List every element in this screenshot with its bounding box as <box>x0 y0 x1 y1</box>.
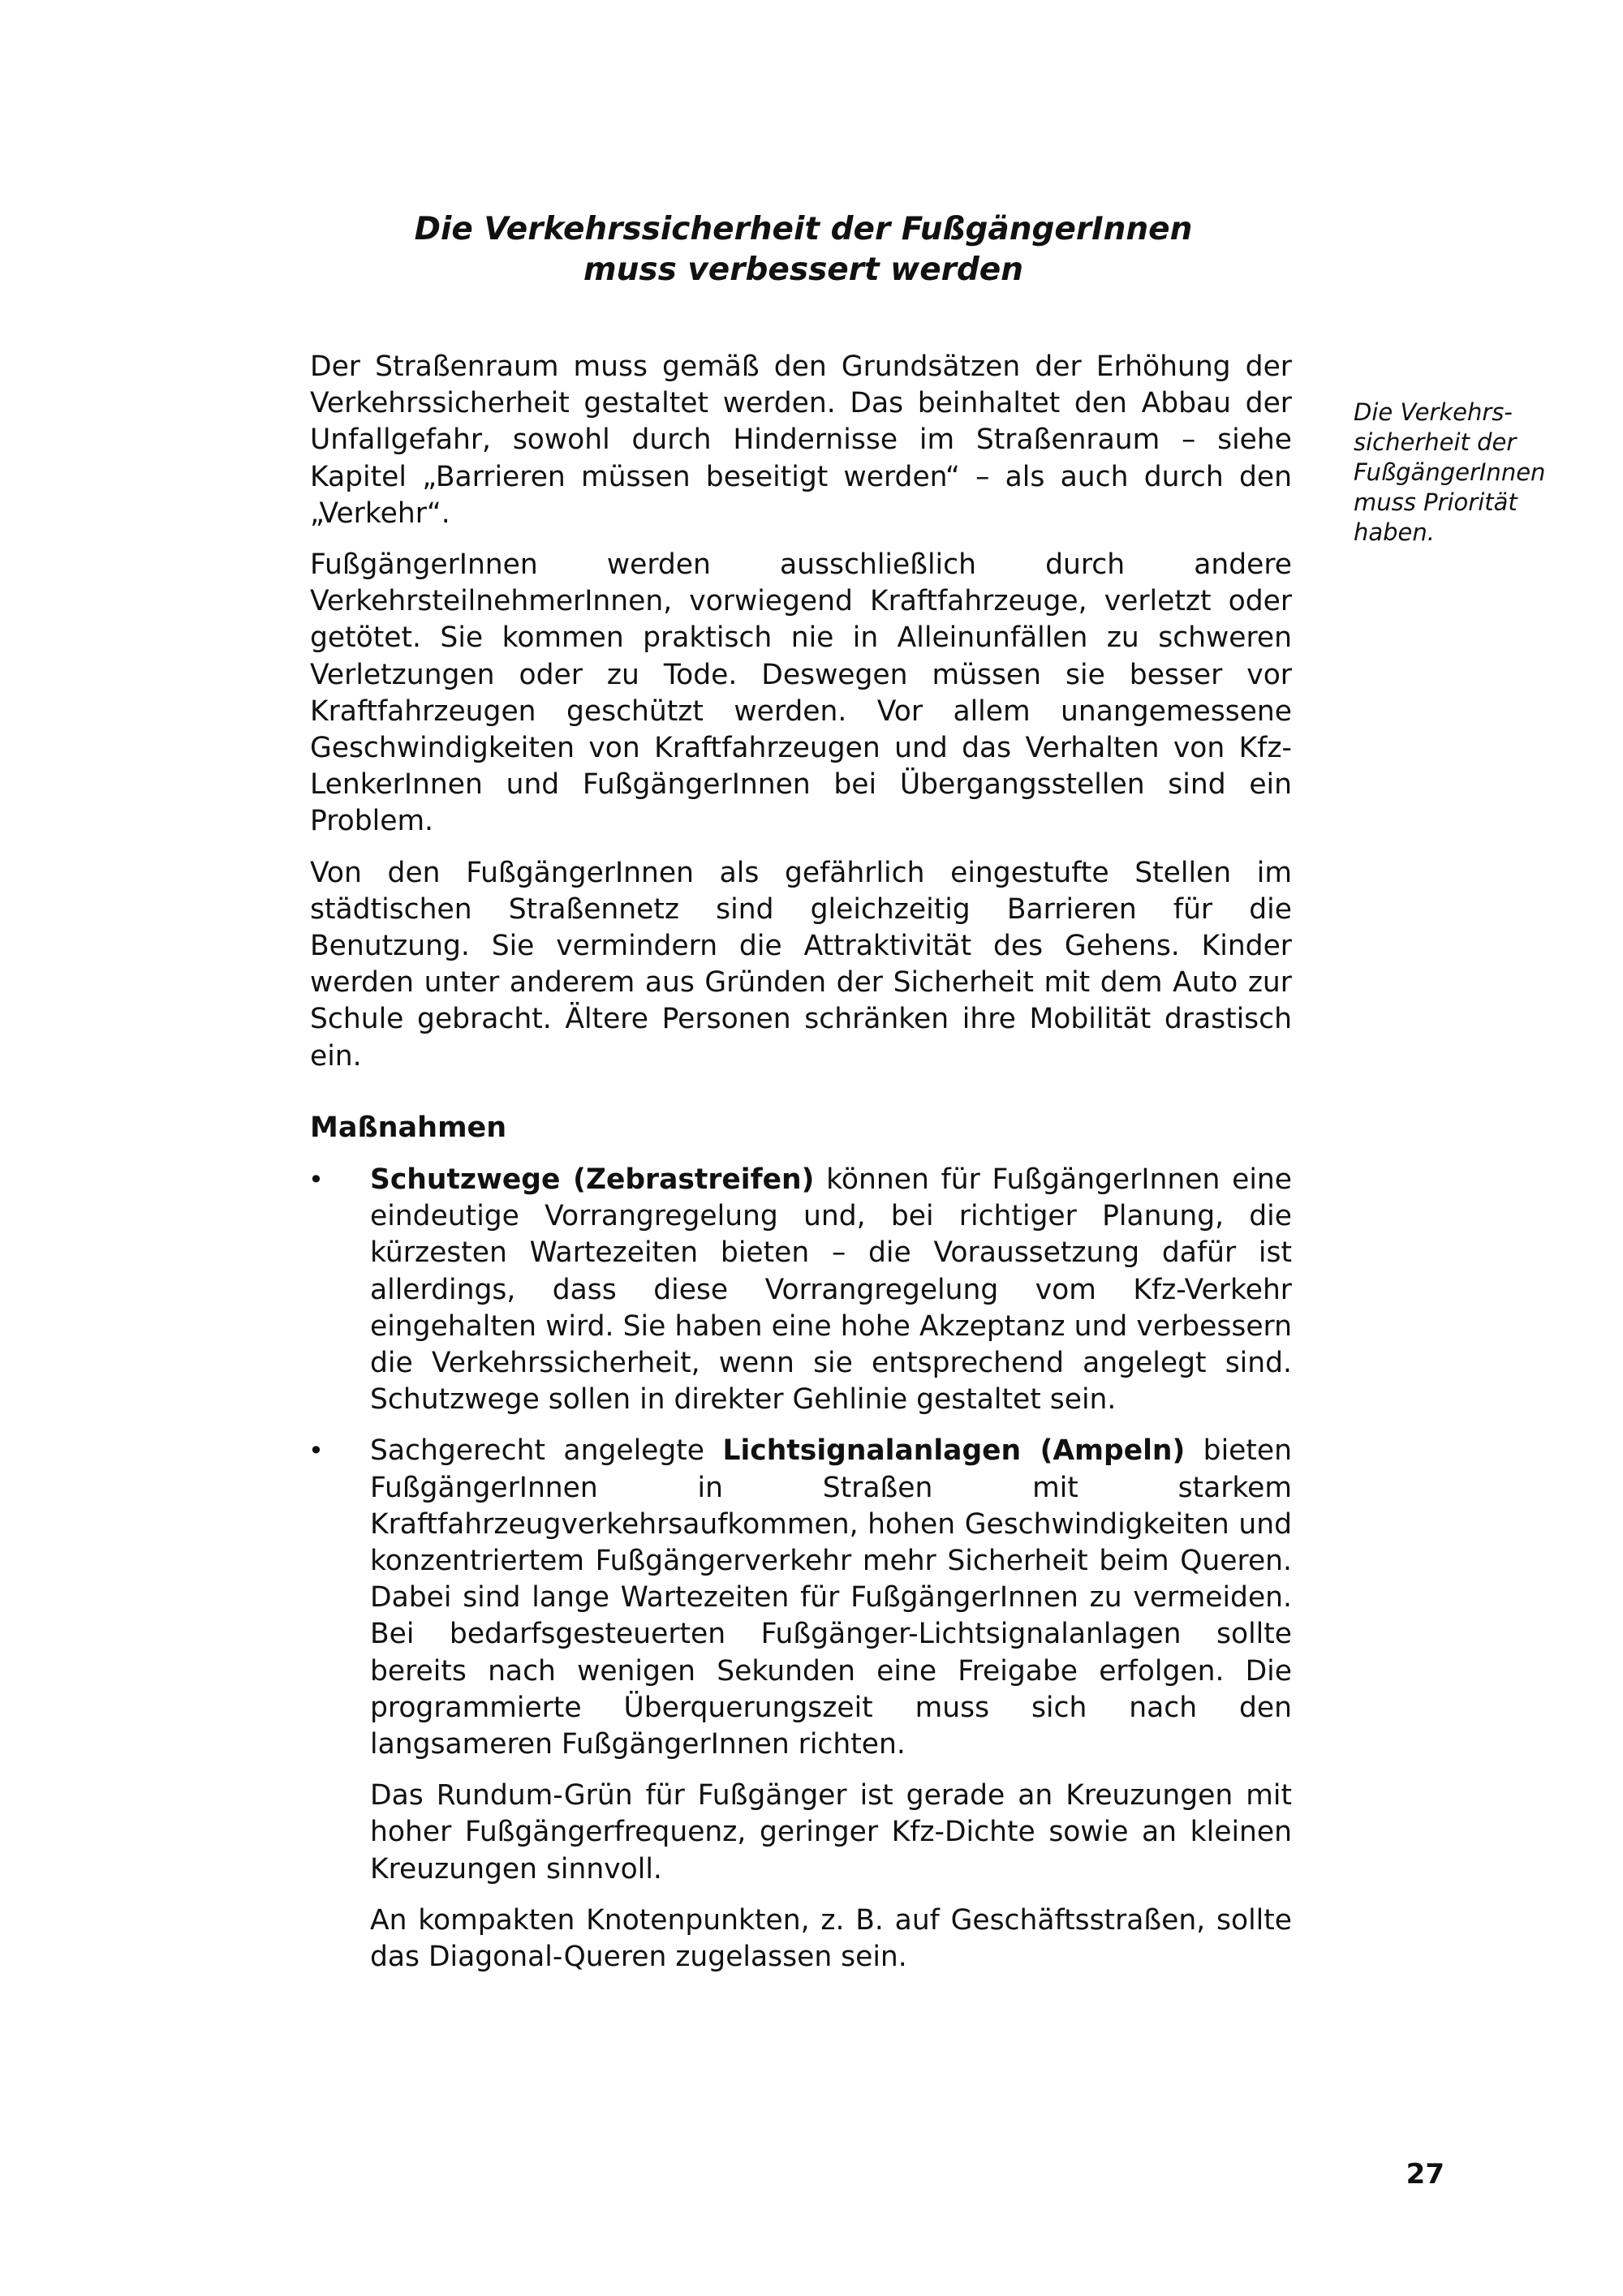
paragraph-1: Der Straßenraum muss gemäß den Grundsätzen der Erhöhung der Verkehrssicherheit gestaltet werden. Das beinhaltet den Abbau der Unfallgefahr, sowohl durch Hindernisse im Straßenraum – siehe Kapitel „Barrieren müssen beseitigt werden“ – als auch durch den „Verkehr“. <box>310 350 1292 530</box>
margin-note <box>1354 398 1573 548</box>
bullet-bold-term: Schutzwege (Zebrastreifen) <box>370 1163 815 1196</box>
bullet-body: können für FußgängerInnen eine eindeutige Vorrangregelung und, bei richtiger Planung, die kürzesten Wartezeiten bieten – die Voraussetzung dafür ist allerdings, dass diese Vorrangregelung vom Kfz-Verkehr eingehalten wird. Sie haben eine hohe Akzeptanz und verbessern die Verkehrssicherheit, wenn sie entsprechend angelegt sind. Schutzwege sollen in direkter Gehlinie gestaltet sein. <box>370 1163 1292 1417</box>
bullet-icon: • <box>308 1435 324 1467</box>
page-title <box>308 209 1298 290</box>
bullet-item-schutzwege <box>308 1162 1292 1418</box>
margin-note-line: sicherheit der <box>1354 428 1517 456</box>
bullet-extra-paragraph-1: Das Rundum-Grün für Fußgänger ist gerade an Kreuzungen mit hoher Fußgängerfrequenz, geringer Kfz-Dichte sowie an kleinen Kreuzungen sinnvoll. <box>370 1779 1292 1885</box>
bullet-bold-term: Lichtsignalanlagen (Ampeln) <box>722 1434 1186 1468</box>
bullet-item-lichtsignalanlagen <box>308 1433 1292 1976</box>
title-line-1: Die Verkehrssicherheit der FußgängerInnen <box>414 211 1193 247</box>
paragraph-3: Von den FußgängerInnen als gefährlich eingestufte Stellen im städtischen Straßennetz sind gleichzeitig Barrieren für die Benutzung. Sie vermindern die Attraktivität des Gehens. Kinder werden unter anderem aus Gründen der Sicherheit mit dem Auto zur Schule gebracht. Ältere Personen schränken ihre Mobilität drastisch ein. <box>310 856 1292 1073</box>
body-text <box>310 349 1292 1090</box>
bullet-icon: • <box>308 1164 324 1195</box>
bullet-extra-paragraph-2: An kompakten Knotenpunkten, z. B. auf Geschäftsstraßen, sollte das Diagonal-Queren zugelassen sein. <box>370 1903 1292 1974</box>
bullet-list <box>308 1162 1292 1990</box>
bullet-body: bieten FußgängerInnen in Straßen mit starkem Kraftfahrzeugverkehrsaufkommen, hohen Geschwindigkeiten und konzentriertem Fußgängerverkehr mehr Sicherheit beim Queren. Dabei sind lange Wartezeiten für FußgängerInnen zu vermeiden. Bei bedarfsgesteuerten Fußgänger-Lichtsignalanlagen sollte bereits nach wenigen Sekunden eine Freigabe erfolgen. Die programmierte Überquerungszeit muss sich nach den langsameren FußgängerInnen richten. <box>370 1434 1293 1761</box>
bullet-text <box>370 1162 1292 1418</box>
margin-note-line: Die Verkehrs- <box>1354 398 1513 426</box>
bullet-prefix: Sachgerecht angelegte <box>370 1434 723 1468</box>
page-number: 27 <box>1406 2158 1444 2191</box>
margin-note-line: FußgängerInnen <box>1354 458 1546 486</box>
bullet-text <box>370 1433 1292 1763</box>
paragraph-2: FußgängerInnen werden ausschließlich durch andere VerkehrsteilnehmerInnen, vorwiegend Kraftfahrzeuge, verletzt oder getötet. Sie kommen praktisch nie in Alleinunfällen zu schweren Verletzungen oder zu Tode. Deswegen müssen sie besser vor Kraftfahrzeugen geschützt werden. Vor allem unangemessene Geschwindigkeiten von Kraftfahrzeugen und das Verhalten von Kfz-LenkerInnen und FußgängerInnen bei Übergangsstellen sind ein Problem. <box>310 548 1292 838</box>
section-heading: Maßnahmen <box>310 1111 507 1144</box>
margin-note-line: muss Priorität <box>1354 488 1518 516</box>
margin-note-line: haben. <box>1354 518 1435 546</box>
title-line-2: muss verbessert werden <box>583 252 1024 288</box>
